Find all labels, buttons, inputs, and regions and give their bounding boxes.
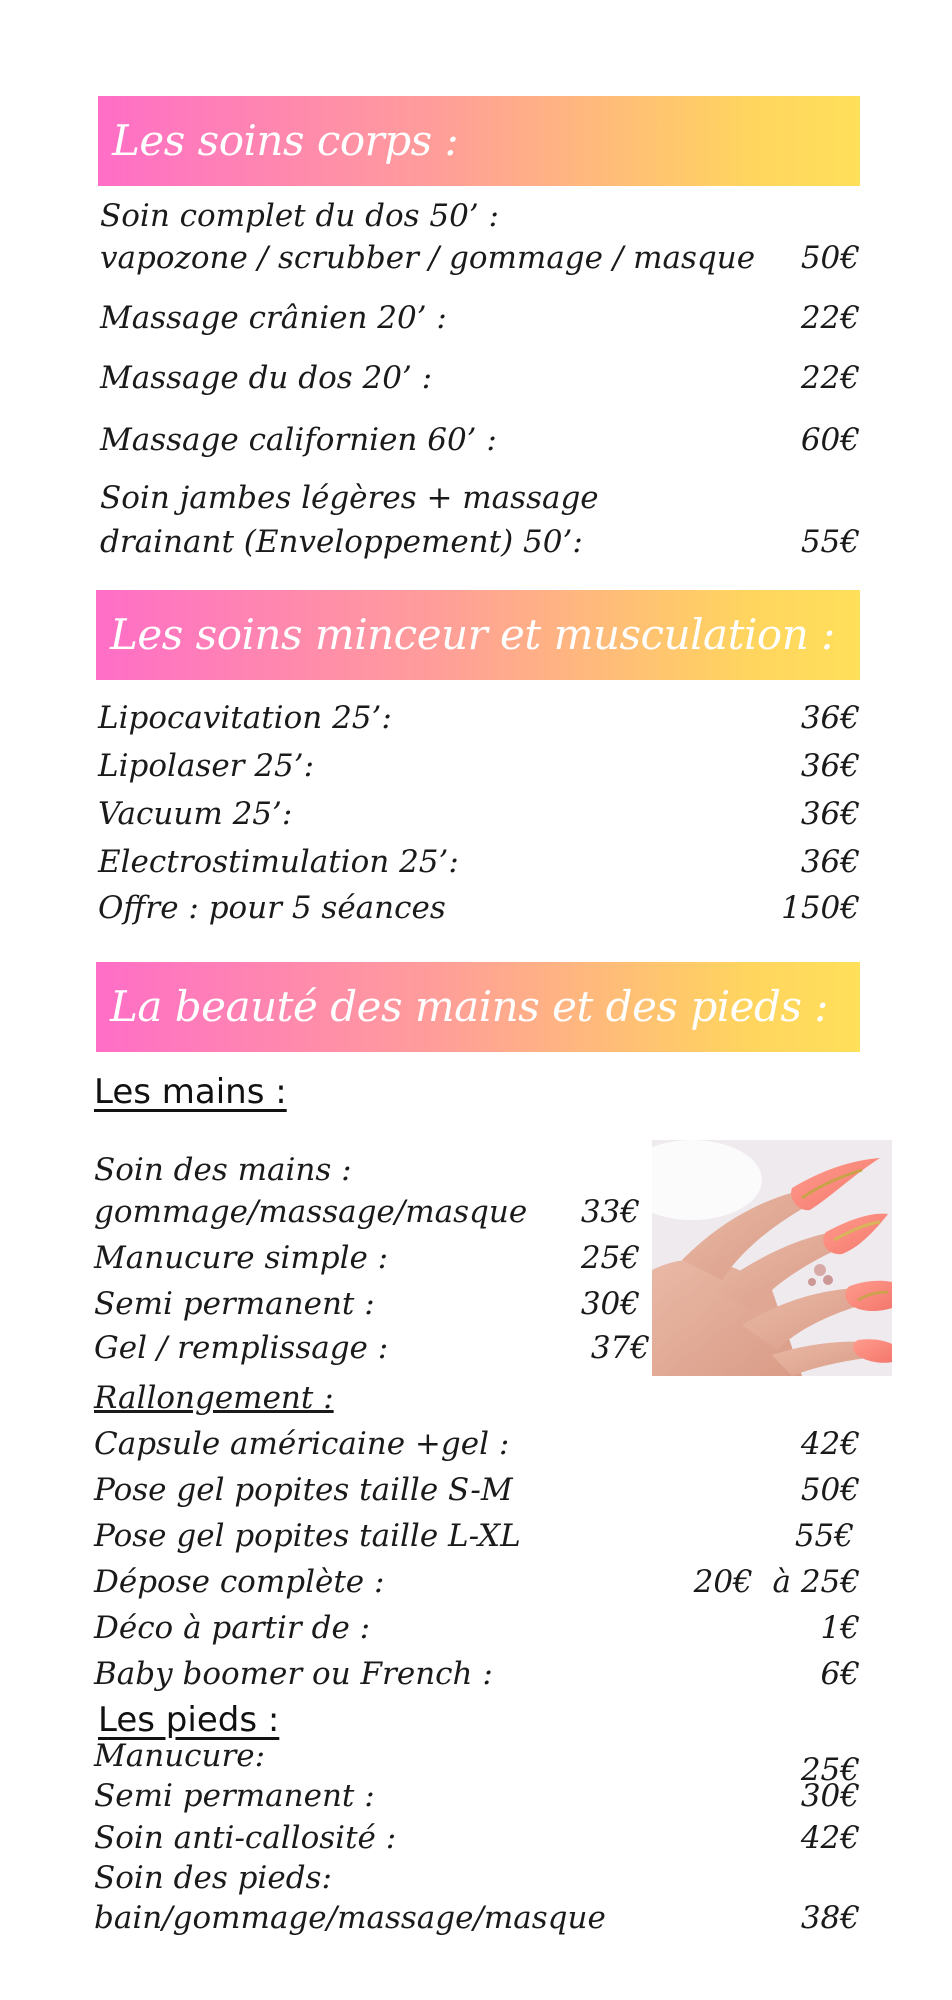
service-label: Manucure: [94,1738,266,1774]
service-price: 6€ [820,1656,860,1692]
service-price: 42€ [800,1820,860,1856]
service-price: 150€ [781,890,860,926]
service-soin-jambes-detail [100,522,860,562]
service-label: Electrostimulation 25’: [98,844,459,880]
service-label: Dépose complète : [94,1564,385,1600]
service-label: gommage/massage/masque [94,1194,528,1230]
service-label: Offre : pour 5 séances [98,890,446,926]
service-label: Massage crânien 20’ : [100,300,447,336]
service-price: 36€ [800,796,860,832]
nails-photo [652,1140,892,1376]
service-offre-5-seances [98,888,860,928]
service-pose-gel-s-m [94,1470,860,1510]
service-price: 36€ [800,700,860,736]
service-electrostimulation [98,842,860,882]
service-price: 25€ [580,1240,640,1276]
service-price: 20€ à 25€ [693,1564,860,1600]
service-anti-callosite [94,1818,860,1858]
section-banner-corps: Les soins corps : [98,96,860,186]
service-price: 42€ [800,1426,860,1462]
service-label: drainant (Enveloppement) 50’: [100,524,583,560]
service-soin-pieds-detail [94,1898,860,1938]
service-vacuum [98,794,860,834]
service-price: 50€ [800,1472,860,1508]
service-price: 30€ [580,1286,640,1322]
service-pose-gel-l-xl [94,1516,854,1556]
service-price: 36€ [800,748,860,784]
service-price: 1€ [820,1610,860,1646]
service-soin-pieds [94,1858,860,1898]
service-label: Déco à partir de : [94,1610,371,1646]
service-lipolaser [98,746,860,786]
service-label: Semi permanent : [94,1778,375,1814]
service-label: Massage californien 60’ : [100,422,497,458]
service-price: 30€ [800,1778,860,1814]
rallongement-heading: Rallongement : [94,1380,334,1416]
service-massage-cranien [100,298,860,338]
service-price: 60€ [800,422,860,458]
service-soin-dos-detail [100,238,860,278]
service-baby-boomer [94,1654,860,1694]
service-label: bain/gommage/massage/masque [94,1900,606,1936]
mains-heading: Les mains : [94,1072,287,1112]
service-lipocavitation [98,698,860,738]
service-semi-permanent-mains [94,1284,640,1324]
service-label: Soin complet du dos 50’ : [100,198,500,234]
service-label: Pose gel popites taille S-M [94,1472,513,1508]
service-label: Manucure simple : [94,1240,389,1276]
service-price: 37€ [590,1330,650,1366]
section-banner-beaute: La beauté des mains et des pieds : [96,962,860,1052]
service-price: 50€ [800,240,860,276]
service-price: 36€ [800,844,860,880]
service-price: 22€ [800,300,860,336]
service-manucure-simple [94,1238,640,1278]
service-price: 38€ [800,1900,860,1936]
service-label: Massage du dos 20’ : [100,360,433,396]
service-depose-complete [94,1562,860,1602]
service-price: 22€ [800,360,860,396]
service-semi-permanent-pieds [94,1776,860,1816]
service-label: Soin des mains : [94,1152,352,1188]
service-soin-jambes [100,478,860,518]
service-price: 25€ [800,1752,860,1788]
service-label: Baby boomer ou French : [94,1656,493,1692]
service-label: Pose gel popites taille L-XL [94,1518,521,1554]
service-capsule-americaine [94,1424,860,1464]
section-banner-minceur: Les soins minceur et musculation : [96,590,860,680]
service-price: 55€ [800,524,860,560]
service-manucure-pieds [94,1736,860,1788]
service-label: Soin jambes légères + massage [100,480,599,516]
service-soin-dos [100,196,860,236]
service-price: 33€ [580,1194,640,1230]
service-price: 55€ [794,1518,854,1554]
service-label: Lipocavitation 25’: [98,700,392,736]
service-label: Soin anti-callosité : [94,1820,397,1856]
service-label: Gel / remplissage : [94,1330,389,1366]
service-label: vapozone / scrubber / gommage / masque [100,240,756,276]
service-gel-remplissage [94,1328,650,1368]
service-label: Vacuum 25’: [98,796,293,832]
service-massage-dos [100,358,860,398]
service-massage-californien [100,420,860,460]
service-label: Semi permanent : [94,1286,375,1322]
pieds-heading: Les pieds : [98,1700,280,1740]
service-deco [94,1608,860,1648]
service-label: Soin des pieds: [94,1860,332,1896]
service-soin-mains-detail [94,1192,640,1232]
manicured-hand-illustration [652,1140,892,1376]
service-label: Capsule américaine +gel : [94,1426,510,1462]
service-soin-mains [94,1150,640,1190]
service-label: Lipolaser 25’: [98,748,315,784]
